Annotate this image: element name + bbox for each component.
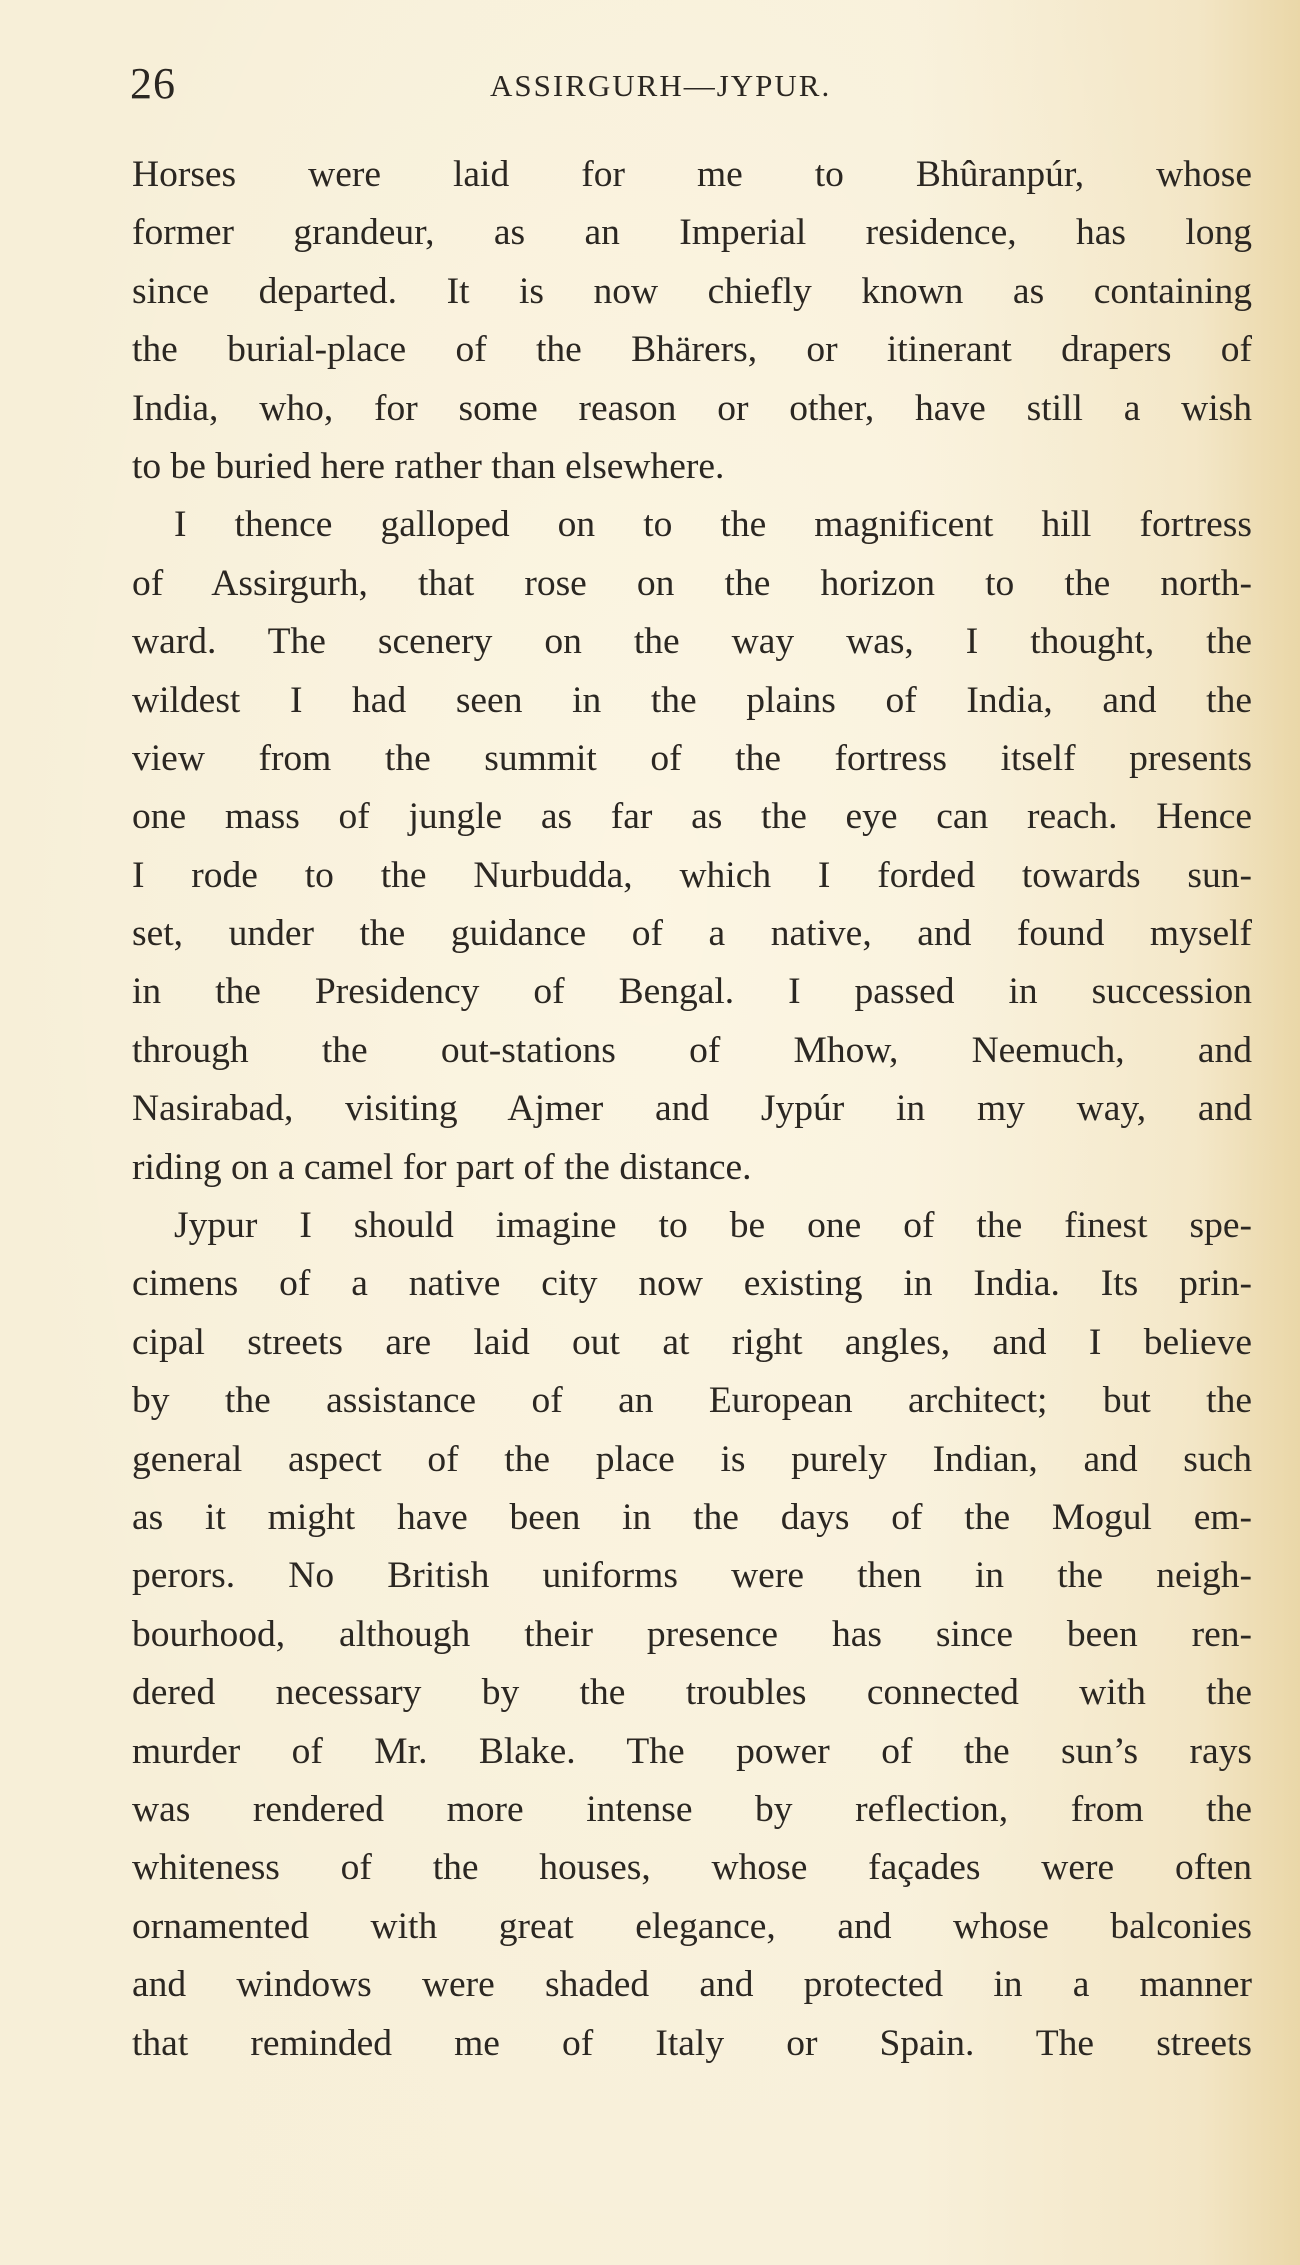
text-line: by the assistance of an European architect; but the [132, 1380, 1252, 1422]
text-line: Jypur I should imagine to be one of the finest spe- [174, 1205, 1252, 1247]
text-line: cimens of a native city now existing in India. Its prin- [132, 1263, 1252, 1305]
text-line: as it might have been in the days of the Mogul em- [132, 1496, 1252, 1538]
page-number: 26 [130, 59, 176, 108]
text-line: murder of Mr. Blake. The power of the sun’s rays [132, 1730, 1252, 1772]
text-line: view from the summit of the fortress itself presents [132, 737, 1252, 779]
text-line: the burial-place of the Bhärers, or itinerant drapers of [132, 329, 1252, 371]
text-line: one mass of jungle as far as the eye can reach. Hence [132, 796, 1252, 838]
text-line: India, who, for some reason or other, have still a wish [132, 387, 1252, 429]
text-line: in the Presidency of Bengal. I passed in succession [132, 971, 1252, 1013]
text-line: Nasirabad, visiting Ajmer and Jypúr in my way, and [132, 1088, 1252, 1130]
text-line: through the out-stations of Mhow, Neemuch, and [132, 1029, 1252, 1071]
running-title: ASSIRGURH—JYPUR. [490, 68, 832, 103]
text-line: perors. No British uniforms were then in the neigh- [132, 1555, 1252, 1597]
text-line: and windows were shaded and protected in a manner [132, 1964, 1252, 2006]
text-line: ward. The scenery on the way was, I thought, the [132, 621, 1252, 663]
text-line: dered necessary by the troubles connected with the [132, 1672, 1252, 1714]
text-line: Horses were laid for me to Bhûranpúr, whose [132, 154, 1252, 195]
text-line: that reminded me of Italy or Spain. The streets [132, 2022, 1252, 2064]
text-line: cipal streets are laid out at right angles, and I believe [132, 1321, 1252, 1363]
body-text [132, 146, 1252, 2073]
text-line: ornamented with great elegance, and whose balconies [132, 1905, 1252, 1947]
text-line: wildest I had seen in the plains of India, and the [132, 679, 1252, 721]
text-line: of Assirgurh, that rose on the horizon to the north- [132, 562, 1252, 604]
text-line: bourhood, although their presence has since been ren- [132, 1613, 1252, 1655]
text-line: I rode to the Nurbudda, which I forded towards sun- [132, 854, 1252, 896]
text-line: riding on a camel for part of the distance. [132, 1146, 752, 1188]
text-line: I thence galloped on to the magnificent hill fortress [174, 504, 1252, 546]
text-line: was rendered more intense by reflection, from the [132, 1788, 1252, 1830]
text-line: whiteness of the houses, whose façades were often [132, 1847, 1252, 1889]
text-line: general aspect of the place is purely Indian, and such [132, 1438, 1252, 1480]
text-line: set, under the guidance of a native, and found myself [132, 913, 1252, 955]
running-head [130, 58, 1270, 118]
text-line: to be buried here rather than elsewhere. [132, 445, 725, 487]
text-line: former grandeur, as an Imperial residence, has long [132, 212, 1252, 254]
text-line: since departed. It is now chiefly known as containing [132, 270, 1252, 312]
